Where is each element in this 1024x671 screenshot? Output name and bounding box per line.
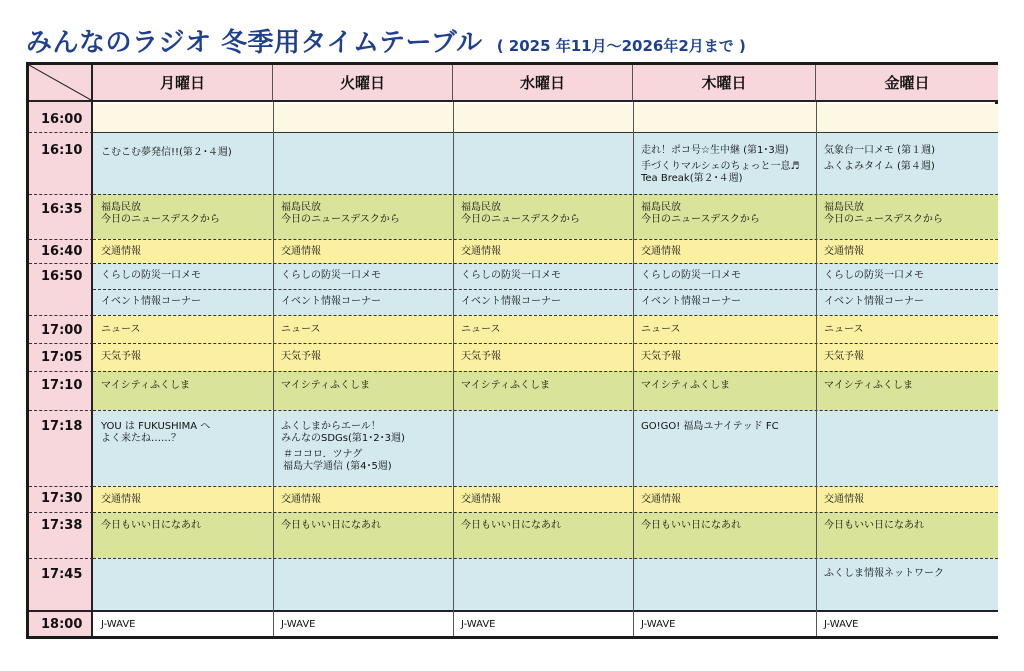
program-fri-1710: マイシティふくしま bbox=[824, 380, 913, 391]
program-thu-1700: ニュース bbox=[641, 324, 681, 335]
column-separator bbox=[273, 102, 274, 636]
program-mon-1635b: 今日のニュースデスクから bbox=[101, 214, 220, 225]
program-tue-1650: くらしの防災一口メモ bbox=[281, 270, 381, 281]
program-thu-1610a: 走れ！ポコ号☆生中継 (第1･3週) bbox=[641, 145, 789, 156]
program-tue-1650b: イベント情報コーナー bbox=[281, 296, 381, 307]
program-mon-1650b: イベント情報コーナー bbox=[101, 296, 201, 307]
program-thu-1738: 今日もいい日になあれ bbox=[641, 520, 741, 531]
program-wed-1650b: イベント情報コーナー bbox=[461, 296, 561, 307]
timetable bbox=[26, 62, 998, 639]
row-separator bbox=[93, 558, 998, 559]
corner-cell bbox=[29, 65, 93, 102]
column-separator bbox=[816, 102, 817, 636]
column-separator bbox=[453, 102, 454, 636]
time-1730: 17:30 bbox=[41, 491, 83, 506]
row-separator bbox=[93, 486, 998, 487]
program-wed-1710: マイシティふくしま bbox=[461, 380, 550, 391]
diagonal-line bbox=[29, 65, 91, 100]
time-column bbox=[29, 102, 93, 636]
program-mon-1730: 交通情報 bbox=[101, 494, 141, 505]
program-thu-1650b: イベント情報コーナー bbox=[641, 296, 741, 307]
program-mon-1610: こむこむ夢発信!!(第２･４週) bbox=[101, 147, 232, 158]
program-wed-1640: 交通情報 bbox=[461, 246, 501, 257]
row-separator bbox=[93, 132, 998, 133]
time-1610: 16:10 bbox=[41, 143, 83, 158]
program-fri-1635a: 福島民放 bbox=[824, 202, 864, 213]
program-fri-1800: J-WAVE bbox=[824, 619, 859, 630]
program-thu-1710: マイシティふくしま bbox=[641, 380, 730, 391]
program-thu-1610b: 手づくりマルシェのちょっと一息♬ bbox=[641, 161, 800, 172]
day-header-tue: 火曜日 bbox=[273, 65, 453, 102]
time-separator bbox=[29, 610, 998, 612]
time-separator bbox=[29, 343, 93, 344]
program-fri-1745: ふくしま情報ネットワーク bbox=[824, 568, 944, 579]
band-1718 bbox=[93, 410, 998, 486]
program-fri-1700: ニュース bbox=[824, 324, 864, 335]
time-1635: 16:35 bbox=[41, 202, 83, 217]
day-header-wed: 水曜日 bbox=[453, 65, 633, 102]
band-1738 bbox=[93, 512, 998, 558]
day-header-mon: 月曜日 bbox=[93, 65, 273, 102]
program-fri-1610b: ふくよみタイム (第４週) bbox=[824, 161, 935, 172]
program-tue-1635b: 今日のニュースデスクから bbox=[281, 214, 400, 225]
title-bar bbox=[26, 22, 746, 56]
program-thu-1635a: 福島民放 bbox=[641, 202, 681, 213]
program-mon-1718a: YOU は FUKUSHIMA へ bbox=[101, 421, 211, 432]
program-thu-1640: 交通情報 bbox=[641, 246, 681, 257]
time-1650: 16:50 bbox=[41, 269, 83, 284]
program-tue-1705: 天気予報 bbox=[281, 351, 321, 362]
row-separator bbox=[93, 239, 998, 240]
band-1600 bbox=[93, 104, 998, 132]
time-1710: 17:10 bbox=[41, 378, 83, 393]
program-tue-1718b: みんなのSDGs(第1･2･3週) bbox=[281, 433, 405, 444]
time-1718: 17:18 bbox=[41, 419, 83, 434]
program-fri-1705: 天気予報 bbox=[824, 351, 864, 362]
time-separator bbox=[29, 239, 93, 240]
time-separator bbox=[29, 512, 93, 513]
time-separator bbox=[29, 132, 93, 133]
program-mon-1705: 天気予報 bbox=[101, 351, 141, 362]
time-separator bbox=[29, 194, 93, 195]
time-1640: 16:40 bbox=[41, 244, 83, 259]
time-separator bbox=[29, 371, 93, 372]
program-tue-1718d: 福島大学通信 (第4･5週) bbox=[283, 461, 392, 472]
day-header-thu: 木曜日 bbox=[633, 65, 816, 102]
program-thu-1610c: Tea Break(第２･４週) bbox=[641, 173, 743, 184]
program-fri-1730: 交通情報 bbox=[824, 494, 864, 505]
program-mon-1635a: 福島民放 bbox=[101, 202, 141, 213]
time-separator bbox=[29, 410, 93, 411]
row-separator bbox=[93, 315, 998, 316]
program-thu-1705: 天気予報 bbox=[641, 351, 681, 362]
program-tue-1738: 今日もいい日になあれ bbox=[281, 520, 381, 531]
program-fri-1650: くらしの防災一口メモ bbox=[824, 270, 924, 281]
program-thu-1650: くらしの防災一口メモ bbox=[641, 270, 741, 281]
program-wed-1700: ニュース bbox=[461, 324, 501, 335]
program-tue-1635a: 福島民放 bbox=[281, 202, 321, 213]
program-tue-1800: J-WAVE bbox=[281, 619, 316, 630]
row-separator bbox=[93, 194, 998, 195]
row-separator bbox=[93, 343, 998, 344]
program-mon-1700: ニュース bbox=[101, 324, 141, 335]
program-tue-1700: ニュース bbox=[281, 324, 321, 335]
program-tue-1718c: ＃ココロ．ツナグ bbox=[283, 449, 363, 460]
program-mon-1738: 今日もいい日になあれ bbox=[101, 520, 201, 531]
time-separator bbox=[29, 263, 93, 264]
program-mon-1640: 交通情報 bbox=[101, 246, 141, 257]
band-1745 bbox=[93, 558, 998, 610]
time-1700: 17:00 bbox=[41, 323, 83, 338]
day-header-fri: 金曜日 bbox=[816, 65, 998, 102]
time-1800: 18:00 bbox=[41, 617, 83, 632]
program-tue-1710: マイシティふくしま bbox=[281, 380, 370, 391]
row-separator bbox=[93, 263, 998, 264]
program-fri-1610a: 気象台一口メモ (第１週) bbox=[824, 145, 935, 156]
program-wed-1650: くらしの防災一口メモ bbox=[461, 270, 561, 281]
column-separator bbox=[633, 102, 634, 636]
program-thu-1800: J-WAVE bbox=[641, 619, 676, 630]
time-separator bbox=[29, 486, 93, 487]
program-fri-1738: 今日もいい日になあれ bbox=[824, 520, 924, 531]
program-fri-1650b: イベント情報コーナー bbox=[824, 296, 924, 307]
program-wed-1635a: 福島民放 bbox=[461, 202, 501, 213]
program-mon-1718b: よく来たね……？ bbox=[101, 433, 181, 444]
time-1600: 16:00 bbox=[41, 112, 83, 127]
program-thu-1718: GO!GO! 福島ユナイテッド FC bbox=[641, 421, 779, 432]
time-1738: 17:38 bbox=[41, 518, 83, 533]
program-wed-1635b: 今日のニュースデスクから bbox=[461, 214, 580, 225]
program-fri-1635b: 今日のニュースデスクから bbox=[824, 214, 943, 225]
row-separator bbox=[93, 512, 998, 513]
program-mon-1650: くらしの防災一口メモ bbox=[101, 270, 201, 281]
row-separator bbox=[93, 410, 998, 411]
program-wed-1738: 今日もいい日になあれ bbox=[461, 520, 561, 531]
time-separator bbox=[29, 315, 93, 316]
band-1800 bbox=[93, 610, 998, 636]
time-separator bbox=[29, 558, 93, 559]
page-title: みんなのラジオ 冬季用タイムテーブル bbox=[26, 28, 483, 58]
row-separator bbox=[93, 371, 998, 372]
program-wed-1800: J-WAVE bbox=[461, 619, 496, 630]
program-fri-1640: 交通情報 bbox=[824, 246, 864, 257]
program-mon-1710: マイシティふくしま bbox=[101, 380, 190, 391]
program-tue-1640: 交通情報 bbox=[281, 246, 321, 257]
program-mon-1800: J-WAVE bbox=[101, 619, 136, 630]
program-wed-1705: 天気予報 bbox=[461, 351, 501, 362]
program-wed-1730: 交通情報 bbox=[461, 494, 501, 505]
program-thu-1635b: 今日のニュースデスクから bbox=[641, 214, 760, 225]
program-thu-1730: 交通情報 bbox=[641, 494, 681, 505]
time-1705: 17:05 bbox=[41, 350, 83, 365]
page-subtitle: ( 2025 年11月～2026年2月まで ) bbox=[496, 37, 746, 55]
program-tue-1730: 交通情報 bbox=[281, 494, 321, 505]
time-1745: 17:45 bbox=[41, 567, 83, 582]
program-tue-1718a: ふくしまからエール！ bbox=[281, 421, 381, 432]
row-separator bbox=[93, 289, 998, 290]
